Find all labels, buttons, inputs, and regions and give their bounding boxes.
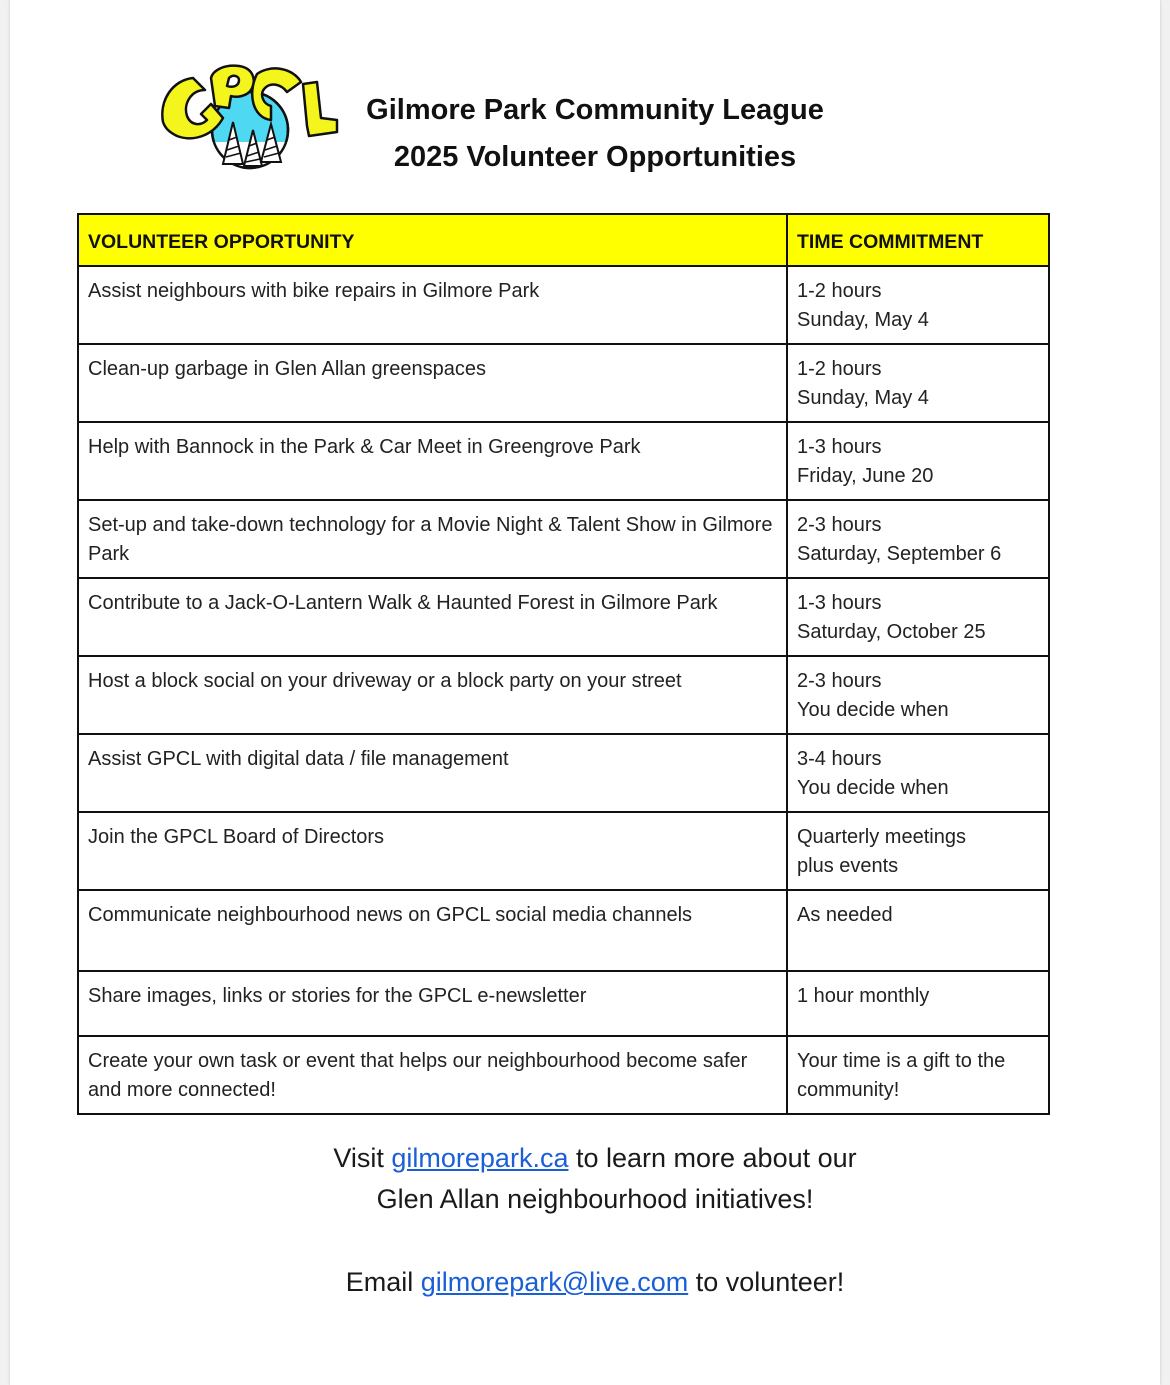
opportunity-cell: Set-up and take-down technology for a Movie Night & Talent Show in Gilmore Park: [78, 500, 787, 578]
time-cell: [787, 812, 1049, 890]
time-duration: 1-2 hours: [797, 358, 882, 380]
time-date: Sunday, May 4: [797, 387, 929, 409]
volunteer-table: [77, 213, 1050, 1115]
table-row: [78, 500, 1049, 578]
email-link[interactable]: gilmorepark@live.com: [420, 1267, 689, 1297]
email-suffix: to volunteer!: [688, 1267, 845, 1297]
page-subtitle: 2025 Volunteer Opportunities: [393, 141, 797, 173]
opportunity-cell: Create your own task or event that helps our neighbourhood become safer and more connected!: [78, 1036, 787, 1114]
time-date: Saturday, October 25: [797, 621, 986, 643]
opportunity-cell: Host a block social on your driveway or a block party on your street: [78, 656, 787, 734]
opportunity-cell: Contribute to a Jack-O-Lantern Walk & Haunted Forest in Gilmore Park: [78, 578, 787, 656]
column-header-time: TIME COMMITMENT: [787, 214, 1049, 266]
document-page: [10, 0, 1160, 1385]
table-row: [78, 1036, 1049, 1114]
visit-suffix: to learn more about our: [568, 1143, 857, 1173]
time-cell: [787, 734, 1049, 812]
time-duration: 2-3 hours: [797, 670, 882, 692]
time-date: You decide when: [797, 699, 949, 721]
time-cell: 1 hour monthly: [787, 971, 1049, 1036]
page-title: Gilmore Park Community League: [366, 94, 824, 126]
gpcl-logo: [153, 60, 343, 176]
table-row: [78, 578, 1049, 656]
opportunity-cell: Share images, links or stories for the GPCL e-newsletter: [78, 971, 787, 1036]
table-row: [78, 890, 1049, 971]
opportunity-cell: Join the GPCL Board of Directors: [78, 812, 787, 890]
time-duration: 1-2 hours: [797, 280, 882, 302]
footer-email-line: [170, 1267, 1020, 1298]
time-cell: [787, 266, 1049, 344]
time-cell: [787, 656, 1049, 734]
opportunity-cell: Assist neighbours with bike repairs in Gilmore Park: [78, 266, 787, 344]
time-cell: As needed: [787, 890, 1049, 971]
table-row: [78, 266, 1049, 344]
footer-visit-line-2: Glen Allan neighbourhood initiatives!: [376, 1184, 814, 1214]
time-date: plus events: [797, 855, 899, 877]
column-header-opportunity: VOLUNTEER OPPORTUNITY: [78, 214, 787, 266]
table-header-row: [78, 214, 1049, 266]
table-row: [78, 971, 1049, 1036]
time-cell: [787, 344, 1049, 422]
time-duration: 1-3 hours: [797, 592, 882, 614]
time-duration: Quarterly meetings: [797, 826, 966, 848]
visit-prefix: Visit: [333, 1143, 392, 1173]
opportunity-cell: Communicate neighbourhood news on GPCL social media channels: [78, 890, 787, 971]
time-cell: [787, 500, 1049, 578]
table-row: [78, 734, 1049, 812]
table-row: [78, 812, 1049, 890]
time-date: Friday, June 20: [797, 465, 934, 487]
time-date: You decide when: [797, 777, 949, 799]
footer-visit-line: [170, 1143, 1020, 1174]
time-duration: 3-4 hours: [797, 748, 882, 770]
table-row: [78, 344, 1049, 422]
opportunity-cell: Clean-up garbage in Glen Allan greenspaces: [78, 344, 787, 422]
opportunity-cell: Assist GPCL with digital data / file management: [78, 734, 787, 812]
table-row: [78, 422, 1049, 500]
time-duration: 2-3 hours: [797, 514, 882, 536]
email-prefix: Email: [345, 1267, 421, 1297]
time-cell: [787, 578, 1049, 656]
opportunity-cell: Help with Bannock in the Park & Car Meet in Greengrove Park: [78, 422, 787, 500]
time-duration: 1-3 hours: [797, 436, 882, 458]
table-row: [78, 656, 1049, 734]
time-cell: Your time is a gift to the community!: [787, 1036, 1049, 1114]
time-date: Saturday, September 6: [797, 543, 1002, 565]
time-date: Sunday, May 4: [797, 309, 929, 331]
time-cell: [787, 422, 1049, 500]
website-link[interactable]: gilmorepark.ca: [391, 1143, 569, 1173]
